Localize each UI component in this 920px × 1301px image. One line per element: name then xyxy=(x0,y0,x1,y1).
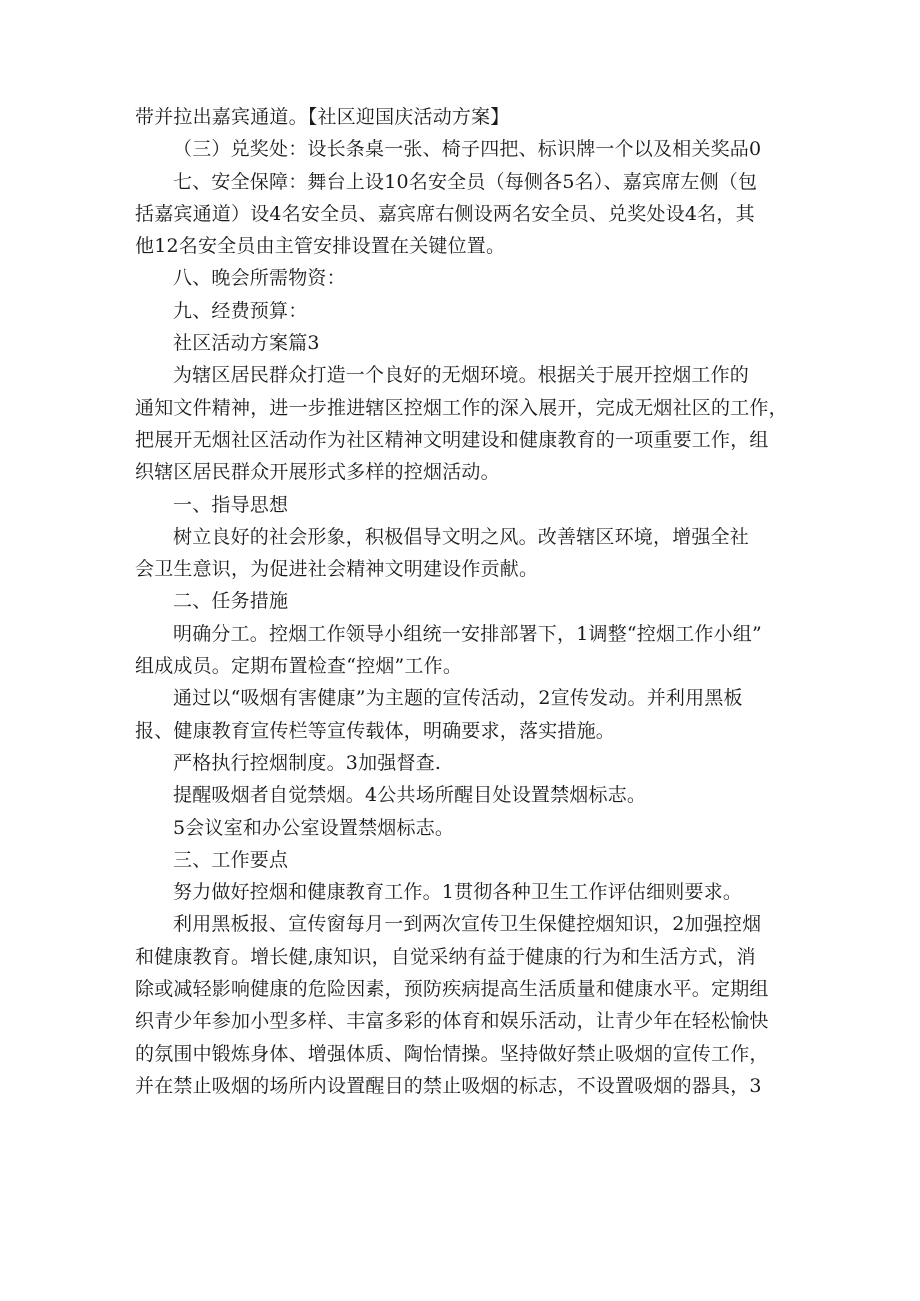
text-line: 树立良好的社会形象，积极倡导文明之风。改善辖区环境，增强全社 xyxy=(173,525,750,548)
text-line: 织青少年参加小型多样、丰富多彩的体育和娱乐活动，让青少年在轻松愉快 xyxy=(135,1010,769,1033)
text-line: 并在禁止吸烟的场所内设置醒目的禁止吸烟的标志，不设置吸烟的器具，3 xyxy=(135,1074,762,1097)
section-heading: 三、工作要点 xyxy=(173,848,289,871)
text-line: 的氛围中锻炼身体、增强体质、陶怡情操。坚持做好禁止吸烟的宣传工作， xyxy=(135,1042,769,1065)
text-line: 提醒吸烟者自觉禁烟。4公共场所醒目处设置禁烟标志。 xyxy=(173,784,647,807)
document-body xyxy=(135,101,790,1102)
text-line: 织辖区居民群众开展形式多样的控烟活动。 xyxy=(135,461,500,484)
section-heading: 二、任务措施 xyxy=(173,590,289,613)
text-line: 和健康教育。增长健,康知识，自觉采纳有益于健康的行为和生活方式，消 xyxy=(135,945,756,968)
text-line: 除或减轻影响健康的危险因素，预防疾病提高生活质量和健康水平。定期组 xyxy=(135,978,769,1001)
text-line: 通过以“吸烟有害健康”为主题的宣传活动，2宣传发动。并利用黑板 xyxy=(173,687,743,710)
section-heading: 八、晚会所需物资： xyxy=(173,267,346,290)
text-line: 为辖区居民群众打造一个良好的无烟环境。根据关于展开控烟工作的 xyxy=(173,364,750,387)
text-line: 严格执行控烟制度。3加强督查. xyxy=(173,751,442,774)
text-line: 带并拉出嘉宾通道。【社区迎国庆活动方案】 xyxy=(135,106,510,128)
text-line: 括嘉宾通道）设4名安全员、嘉宾席右侧设两名安全员、兑奖处设4名，其 xyxy=(135,202,755,225)
text-line: 会卫生意识，为促进社会精神文明建设作贡献。 xyxy=(135,558,539,581)
text-line: （三）兑奖处：设长条桌一张、椅子四把、标识牌一个以及相关奖品0 xyxy=(173,138,762,161)
text-line: 利用黑板报、宣传窗每月一到两次宣传卫生保健控烟知识，2加强控烟 xyxy=(173,913,762,936)
section-heading: 一、指导思想 xyxy=(173,493,289,516)
section-heading: 九、经费预算： xyxy=(173,299,308,322)
text-line: 努力做好控烟和健康教育工作。1贯彻各种卫生工作评估细则要求。 xyxy=(173,881,743,904)
text-line: 把展开无烟社区活动作为社区精神文明建设和健康教育的一项重要工作，组 xyxy=(135,428,769,451)
text-line: 组成成员。定期布置检查“控烟”工作。 xyxy=(135,655,463,678)
text-line: 通知文件精神，进一步推进辖区控烟工作的深入展开，完成无烟社区的工作， xyxy=(135,396,788,419)
text-line: 七、安全保障：舞台上设10名安全员（每侧各5名）、嘉宾席左侧（包 xyxy=(173,170,758,193)
text-line: 报、健康教育宣传栏等宣传载体，明确要求，落实措施。 xyxy=(135,719,616,742)
text-line: 5会议室和办公室设置禁烟标志。 xyxy=(173,816,455,839)
article-title: 社区活动方案篇3 xyxy=(173,332,320,355)
text-line: 明确分工。控烟工作领导小组统一安排部署下，1调整“控烟工作小组” xyxy=(173,622,762,645)
text-line: 他12名安全员由主管安排设置在关键位置。 xyxy=(135,235,506,258)
